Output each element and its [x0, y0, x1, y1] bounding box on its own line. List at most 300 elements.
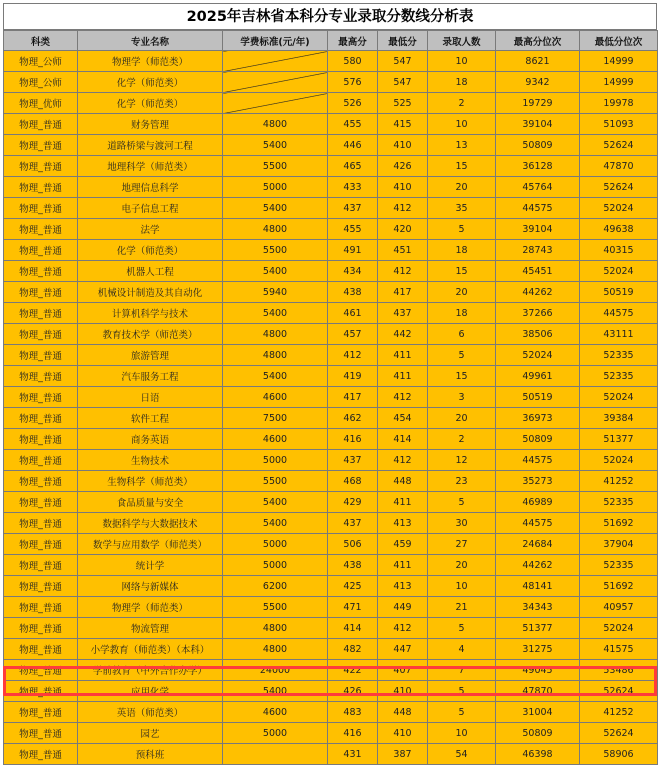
cell-admitted[interactable]: 5	[428, 219, 496, 240]
cell-max-rank[interactable]: 36973	[496, 408, 580, 429]
cell-min-score[interactable]: 411	[378, 366, 428, 387]
cell-max-score[interactable]: 465	[328, 156, 378, 177]
cell-category[interactable]: 物理_普通	[4, 492, 78, 513]
cell-admitted[interactable]: 2	[428, 93, 496, 114]
cell-min-score[interactable]: 410	[378, 135, 428, 156]
cell-tuition[interactable]: 5500	[223, 471, 328, 492]
cell-category[interactable]: 物理_普通	[4, 345, 78, 366]
cell-max-rank[interactable]: 9342	[496, 72, 580, 93]
cell-tuition[interactable]: 5400	[223, 135, 328, 156]
cell-major[interactable]: 商务英语	[78, 429, 223, 450]
cell-max-rank[interactable]: 46989	[496, 492, 580, 513]
cell-min-score[interactable]: 417	[378, 282, 428, 303]
cell-category[interactable]: 物理_普通	[4, 303, 78, 324]
cell-category[interactable]: 物理_普通	[4, 324, 78, 345]
cell-min-rank[interactable]: 52335	[580, 492, 658, 513]
cell-tuition[interactable]: 4800	[223, 639, 328, 660]
table-row	[4, 513, 658, 534]
header-admitted[interactable]: 录取人数	[428, 31, 496, 51]
cell-max-rank[interactable]: 50519	[496, 387, 580, 408]
cell-min-score[interactable]: 407	[378, 660, 428, 681]
cell-tuition[interactable]: 4800	[223, 114, 328, 135]
cell-admitted[interactable]: 13	[428, 135, 496, 156]
cell-category[interactable]: 物理_普通	[4, 723, 78, 744]
table-row	[4, 450, 658, 471]
cell-max-rank[interactable]: 44575	[496, 513, 580, 534]
cell-max-score[interactable]: 437	[328, 513, 378, 534]
cell-admitted[interactable]: 20	[428, 282, 496, 303]
cell-min-score[interactable]: 447	[378, 639, 428, 660]
cell-max-score[interactable]: 429	[328, 492, 378, 513]
cell-category[interactable]: 物理_普通	[4, 198, 78, 219]
cell-major[interactable]: 小学教育（师范类）（本科）	[78, 639, 223, 660]
cell-min-score[interactable]: 437	[378, 303, 428, 324]
cell-category[interactable]: 物理_普通	[4, 618, 78, 639]
cell-major[interactable]: 英语（师范类）	[78, 702, 223, 723]
cell-tuition[interactable]: 5000	[223, 723, 328, 744]
cell-major[interactable]: 化学（师范类）	[78, 240, 223, 261]
cell-category[interactable]: 物理_普通	[4, 639, 78, 660]
cell-admitted[interactable]: 6	[428, 324, 496, 345]
cell-major[interactable]: 物理学（师范类）	[78, 597, 223, 618]
cell-max-rank[interactable]: 44262	[496, 555, 580, 576]
cell-min-rank[interactable]: 51093	[580, 114, 658, 135]
cell-major[interactable]: 数据科学与大数据技术	[78, 513, 223, 534]
cell-max-rank[interactable]: 24684	[496, 534, 580, 555]
cell-category[interactable]: 物理_优师	[4, 93, 78, 114]
cell-admitted[interactable]: 5	[428, 681, 496, 702]
cell-tuition[interactable]: 5400	[223, 681, 328, 702]
table-row	[4, 198, 658, 219]
cell-min-score[interactable]: 547	[378, 51, 428, 72]
cell-category[interactable]: 物理_普通	[4, 387, 78, 408]
cell-min-rank[interactable]: 52624	[580, 681, 658, 702]
cell-category[interactable]: 物理_普通	[4, 744, 78, 765]
cell-min-rank[interactable]: 44575	[580, 303, 658, 324]
cell-admitted[interactable]: 20	[428, 555, 496, 576]
cell-max-score[interactable]: 437	[328, 198, 378, 219]
header-major[interactable]: 专业名称	[78, 31, 223, 51]
cell-max-score[interactable]: 426	[328, 681, 378, 702]
cell-min-score[interactable]: 410	[378, 723, 428, 744]
cell-category[interactable]: 物理_普通	[4, 408, 78, 429]
cell-min-score[interactable]: 451	[378, 240, 428, 261]
cell-max-score[interactable]: 433	[328, 177, 378, 198]
cell-tuition[interactable]: 7500	[223, 408, 328, 429]
cell-max-score[interactable]: 422	[328, 660, 378, 681]
table-row	[4, 492, 658, 513]
table-row	[4, 534, 658, 555]
cell-max-score[interactable]: 471	[328, 597, 378, 618]
cell-max-score[interactable]: 412	[328, 345, 378, 366]
cell-max-score[interactable]: 446	[328, 135, 378, 156]
cell-category[interactable]: 物理_普通	[4, 555, 78, 576]
cell-admitted[interactable]: 5	[428, 702, 496, 723]
cell-min-rank[interactable]: 52024	[580, 387, 658, 408]
cell-min-rank[interactable]: 52335	[580, 555, 658, 576]
table-row	[4, 681, 658, 702]
cell-major[interactable]: 学前教育（中外合作办学）	[78, 660, 223, 681]
cell-min-rank[interactable]: 47870	[580, 156, 658, 177]
cell-admitted[interactable]: 21	[428, 597, 496, 618]
cell-min-score[interactable]: 413	[378, 576, 428, 597]
cell-max-score[interactable]: 457	[328, 324, 378, 345]
cell-min-score[interactable]: 411	[378, 555, 428, 576]
cell-admitted[interactable]: 5	[428, 618, 496, 639]
cell-major[interactable]: 统计学	[78, 555, 223, 576]
cell-admitted[interactable]: 3	[428, 387, 496, 408]
cell-min-rank[interactable]: 41252	[580, 471, 658, 492]
cell-category[interactable]: 物理_普通	[4, 702, 78, 723]
cell-max-rank[interactable]: 44575	[496, 450, 580, 471]
cell-major[interactable]: 生物科学（师范类）	[78, 471, 223, 492]
cell-tuition[interactable]	[223, 72, 328, 93]
cell-max-score[interactable]: 437	[328, 450, 378, 471]
cell-min-rank[interactable]: 50519	[580, 282, 658, 303]
cell-category[interactable]: 物理_普通	[4, 219, 78, 240]
cell-min-rank[interactable]: 52624	[580, 135, 658, 156]
cell-max-score[interactable]: 438	[328, 282, 378, 303]
header-tuition[interactable]: 学费标准(元/年)	[223, 31, 328, 51]
cell-max-rank[interactable]: 49961	[496, 366, 580, 387]
header-max-score[interactable]: 最高分	[328, 31, 378, 51]
cell-max-score[interactable]: 417	[328, 387, 378, 408]
cell-tuition[interactable]	[223, 93, 328, 114]
cell-min-score[interactable]: 454	[378, 408, 428, 429]
cell-max-score[interactable]: 526	[328, 93, 378, 114]
cell-min-score[interactable]: 412	[378, 450, 428, 471]
cell-min-rank[interactable]: 52624	[580, 177, 658, 198]
cell-max-rank[interactable]: 31004	[496, 702, 580, 723]
cell-tuition[interactable]: 5500	[223, 156, 328, 177]
cell-min-rank[interactable]: 58906	[580, 744, 658, 765]
cell-max-score[interactable]: 416	[328, 723, 378, 744]
cell-tuition[interactable]: 5000	[223, 555, 328, 576]
cell-admitted[interactable]: 27	[428, 534, 496, 555]
header-max-rank[interactable]: 最高分位次	[496, 31, 580, 51]
table-row	[4, 723, 658, 744]
cell-max-score[interactable]: 468	[328, 471, 378, 492]
table-row	[4, 282, 658, 303]
cell-major[interactable]: 机械设计制造及其自动化	[78, 282, 223, 303]
cell-min-score[interactable]: 410	[378, 177, 428, 198]
cell-min-score[interactable]: 459	[378, 534, 428, 555]
cell-max-rank[interactable]: 50809	[496, 135, 580, 156]
cell-max-score[interactable]: 438	[328, 555, 378, 576]
cell-max-score[interactable]: 461	[328, 303, 378, 324]
cell-max-score[interactable]: 491	[328, 240, 378, 261]
cell-max-score[interactable]: 483	[328, 702, 378, 723]
cell-category[interactable]: 物理_普通	[4, 261, 78, 282]
cell-admitted[interactable]: 2	[428, 429, 496, 450]
cell-major[interactable]: 物理学（师范类）	[78, 51, 223, 72]
cell-tuition[interactable]: 4800	[223, 345, 328, 366]
cell-category[interactable]: 物理_普通	[4, 450, 78, 471]
cell-min-rank[interactable]: 52335	[580, 345, 658, 366]
cell-min-rank[interactable]: 39384	[580, 408, 658, 429]
cell-max-rank[interactable]: 37266	[496, 303, 580, 324]
cell-major[interactable]: 食品质量与安全	[78, 492, 223, 513]
cell-max-rank[interactable]: 50809	[496, 723, 580, 744]
cell-max-rank[interactable]: 38506	[496, 324, 580, 345]
cell-major[interactable]: 机器人工程	[78, 261, 223, 282]
cell-max-score[interactable]: 455	[328, 114, 378, 135]
cell-major[interactable]: 财务管理	[78, 114, 223, 135]
cell-min-rank[interactable]: 51692	[580, 576, 658, 597]
cell-major[interactable]: 数学与应用数学（师范类）	[78, 534, 223, 555]
cell-tuition[interactable]: 5500	[223, 240, 328, 261]
header-min-rank[interactable]: 最低分位次	[580, 31, 658, 51]
cell-max-score[interactable]: 462	[328, 408, 378, 429]
cell-admitted[interactable]: 20	[428, 408, 496, 429]
cell-admitted[interactable]: 7	[428, 660, 496, 681]
cell-max-score[interactable]: 425	[328, 576, 378, 597]
cell-category[interactable]: 物理_普通	[4, 177, 78, 198]
cell-major[interactable]: 预科班	[78, 744, 223, 765]
cell-admitted[interactable]: 15	[428, 366, 496, 387]
cell-max-rank[interactable]: 39104	[496, 114, 580, 135]
cell-category[interactable]: 物理_普通	[4, 597, 78, 618]
cell-major[interactable]: 计算机科学与技术	[78, 303, 223, 324]
cell-max-rank[interactable]: 35273	[496, 471, 580, 492]
cell-admitted[interactable]: 4	[428, 639, 496, 660]
table-row	[4, 51, 658, 72]
cell-tuition[interactable]: 5400	[223, 513, 328, 534]
cell-min-score[interactable]: 387	[378, 744, 428, 765]
cell-tuition[interactable]: 5400	[223, 492, 328, 513]
table-row	[4, 114, 658, 135]
cell-major[interactable]: 生物技术	[78, 450, 223, 471]
cell-min-rank[interactable]: 51377	[580, 429, 658, 450]
cell-tuition[interactable]: 4600	[223, 387, 328, 408]
cell-major[interactable]: 电子信息工程	[78, 198, 223, 219]
cell-max-score[interactable]: 506	[328, 534, 378, 555]
cell-admitted[interactable]: 18	[428, 303, 496, 324]
cell-tuition[interactable]: 5500	[223, 597, 328, 618]
table-row	[4, 471, 658, 492]
header-category[interactable]: 科类	[4, 31, 78, 51]
cell-tuition[interactable]: 24000	[223, 660, 328, 681]
cell-max-rank[interactable]: 34343	[496, 597, 580, 618]
cell-tuition[interactable]	[223, 51, 328, 72]
cell-min-rank[interactable]: 52024	[580, 198, 658, 219]
cell-admitted[interactable]: 20	[428, 177, 496, 198]
cell-min-score[interactable]: 412	[378, 198, 428, 219]
cell-max-score[interactable]: 419	[328, 366, 378, 387]
cell-admitted[interactable]: 10	[428, 114, 496, 135]
cell-min-rank[interactable]: 14999	[580, 51, 658, 72]
cell-min-rank[interactable]: 49638	[580, 219, 658, 240]
cell-tuition[interactable]: 5400	[223, 198, 328, 219]
cell-min-score[interactable]: 420	[378, 219, 428, 240]
cell-min-rank[interactable]: 41252	[580, 702, 658, 723]
cell-admitted[interactable]: 35	[428, 198, 496, 219]
cell-category[interactable]: 物理_普通	[4, 366, 78, 387]
cell-major[interactable]: 地理科学（师范类）	[78, 156, 223, 177]
cell-admitted[interactable]: 10	[428, 51, 496, 72]
cell-min-rank[interactable]: 43111	[580, 324, 658, 345]
cell-tuition[interactable]: 5000	[223, 450, 328, 471]
cell-max-rank[interactable]: 49045	[496, 660, 580, 681]
cell-category[interactable]: 物理_普通	[4, 513, 78, 534]
cell-max-rank[interactable]: 52024	[496, 345, 580, 366]
cell-category[interactable]: 物理_公师	[4, 72, 78, 93]
cell-max-score[interactable]: 482	[328, 639, 378, 660]
cell-major[interactable]: 汽车服务工程	[78, 366, 223, 387]
cell-min-score[interactable]: 412	[378, 387, 428, 408]
cell-min-score[interactable]: 411	[378, 345, 428, 366]
cell-min-score[interactable]: 410	[378, 681, 428, 702]
cell-max-score[interactable]: 455	[328, 219, 378, 240]
cell-tuition[interactable]: 5400	[223, 366, 328, 387]
cell-max-rank[interactable]: 39104	[496, 219, 580, 240]
cell-min-score[interactable]: 426	[378, 156, 428, 177]
cell-category[interactable]: 物理_普通	[4, 156, 78, 177]
cell-min-score[interactable]: 525	[378, 93, 428, 114]
cell-category[interactable]: 物理_普通	[4, 114, 78, 135]
cell-min-score[interactable]: 415	[378, 114, 428, 135]
cell-major[interactable]: 旅游管理	[78, 345, 223, 366]
cell-tuition[interactable]: 5000	[223, 177, 328, 198]
cell-max-score[interactable]: 414	[328, 618, 378, 639]
cell-min-rank[interactable]: 40315	[580, 240, 658, 261]
cell-category[interactable]: 物理_普通	[4, 576, 78, 597]
cell-max-rank[interactable]: 45451	[496, 261, 580, 282]
cell-max-rank[interactable]: 36128	[496, 156, 580, 177]
cell-max-rank[interactable]: 51377	[496, 618, 580, 639]
cell-max-score[interactable]: 431	[328, 744, 378, 765]
cell-category[interactable]: 物理_普通	[4, 660, 78, 681]
cell-max-rank[interactable]: 44575	[496, 198, 580, 219]
cell-min-rank[interactable]: 19978	[580, 93, 658, 114]
cell-min-rank[interactable]: 37904	[580, 534, 658, 555]
cell-major[interactable]: 软件工程	[78, 408, 223, 429]
cell-min-rank[interactable]: 51692	[580, 513, 658, 534]
cell-tuition[interactable]: 4600	[223, 702, 328, 723]
cell-max-rank[interactable]: 45764	[496, 177, 580, 198]
header-min-score[interactable]: 最低分	[378, 31, 428, 51]
cell-major[interactable]: 网络与新媒体	[78, 576, 223, 597]
header-row	[4, 31, 658, 51]
cell-min-score[interactable]: 413	[378, 513, 428, 534]
table-row	[4, 618, 658, 639]
cell-category[interactable]: 物理_普通	[4, 240, 78, 261]
cell-max-rank[interactable]: 8621	[496, 51, 580, 72]
cell-max-rank[interactable]: 44262	[496, 282, 580, 303]
cell-tuition[interactable]: 5400	[223, 303, 328, 324]
cell-max-score[interactable]: 416	[328, 429, 378, 450]
cell-min-score[interactable]: 412	[378, 618, 428, 639]
cell-min-score[interactable]: 442	[378, 324, 428, 345]
cell-category[interactable]: 物理_普通	[4, 681, 78, 702]
cell-admitted[interactable]: 23	[428, 471, 496, 492]
cell-tuition[interactable]: 6200	[223, 576, 328, 597]
cell-admitted[interactable]: 30	[428, 513, 496, 534]
cell-category[interactable]: 物理_普通	[4, 471, 78, 492]
cell-major[interactable]: 应用化学	[78, 681, 223, 702]
cell-max-rank[interactable]: 31275	[496, 639, 580, 660]
table-row	[4, 387, 658, 408]
cell-max-rank[interactable]: 19729	[496, 93, 580, 114]
cell-min-score[interactable]: 414	[378, 429, 428, 450]
cell-max-score[interactable]: 434	[328, 261, 378, 282]
cell-min-score[interactable]: 448	[378, 702, 428, 723]
cell-category[interactable]: 物理_普通	[4, 534, 78, 555]
cell-max-score[interactable]: 576	[328, 72, 378, 93]
cell-category[interactable]: 物理_普通	[4, 282, 78, 303]
cell-max-rank[interactable]: 50809	[496, 429, 580, 450]
cell-min-rank[interactable]: 52624	[580, 723, 658, 744]
cell-min-rank[interactable]: 52024	[580, 450, 658, 471]
cell-admitted[interactable]: 15	[428, 156, 496, 177]
cell-min-score[interactable]: 412	[378, 261, 428, 282]
cell-category[interactable]: 物理_公师	[4, 51, 78, 72]
cell-min-rank[interactable]: 52024	[580, 618, 658, 639]
cell-admitted[interactable]: 5	[428, 492, 496, 513]
cell-tuition[interactable]: 5940	[223, 282, 328, 303]
cell-max-rank[interactable]: 47870	[496, 681, 580, 702]
table-row	[4, 240, 658, 261]
table-row	[4, 72, 658, 93]
cell-max-rank[interactable]: 48141	[496, 576, 580, 597]
cell-major[interactable]: 化学（师范类）	[78, 72, 223, 93]
table-row	[4, 744, 658, 765]
cell-category[interactable]: 物理_普通	[4, 135, 78, 156]
cell-min-rank[interactable]: 40957	[580, 597, 658, 618]
cell-admitted[interactable]: 12	[428, 450, 496, 471]
cell-admitted[interactable]: 54	[428, 744, 496, 765]
cell-major[interactable]: 日语	[78, 387, 223, 408]
cell-min-score[interactable]: 547	[378, 72, 428, 93]
cell-admitted[interactable]: 18	[428, 72, 496, 93]
cell-max-rank[interactable]: 46398	[496, 744, 580, 765]
cell-admitted[interactable]: 18	[428, 240, 496, 261]
cell-tuition[interactable]: 4600	[223, 429, 328, 450]
cell-min-rank[interactable]: 41575	[580, 639, 658, 660]
cell-major[interactable]: 法学	[78, 219, 223, 240]
cell-tuition[interactable]: 4800	[223, 618, 328, 639]
cell-category[interactable]: 物理_普通	[4, 429, 78, 450]
table-row	[4, 261, 658, 282]
cell-admitted[interactable]: 15	[428, 261, 496, 282]
cell-min-score[interactable]: 411	[378, 492, 428, 513]
cell-min-rank[interactable]: 52024	[580, 261, 658, 282]
cell-min-score[interactable]: 449	[378, 597, 428, 618]
cell-tuition[interactable]	[223, 744, 328, 765]
cell-tuition[interactable]: 4800	[223, 219, 328, 240]
cell-admitted[interactable]: 5	[428, 345, 496, 366]
cell-admitted[interactable]: 10	[428, 576, 496, 597]
table-row	[4, 177, 658, 198]
cell-max-score[interactable]: 580	[328, 51, 378, 72]
table-row	[4, 93, 658, 114]
cell-min-score[interactable]: 448	[378, 471, 428, 492]
cell-tuition[interactable]: 5400	[223, 261, 328, 282]
cell-major[interactable]: 地理信息科学	[78, 177, 223, 198]
cell-major[interactable]: 化学（师范类）	[78, 93, 223, 114]
cell-max-rank[interactable]: 28743	[496, 240, 580, 261]
cell-min-rank[interactable]: 14999	[580, 72, 658, 93]
cell-major[interactable]: 园艺	[78, 723, 223, 744]
cell-min-rank[interactable]: 53486	[580, 660, 658, 681]
cell-min-rank[interactable]: 52335	[580, 366, 658, 387]
cell-major[interactable]: 教育技术学（师范类）	[78, 324, 223, 345]
cell-admitted[interactable]: 10	[428, 723, 496, 744]
cell-major[interactable]: 物流管理	[78, 618, 223, 639]
cell-tuition[interactable]: 5000	[223, 534, 328, 555]
cell-tuition[interactable]: 4800	[223, 324, 328, 345]
cell-major[interactable]: 道路桥梁与渡河工程	[78, 135, 223, 156]
